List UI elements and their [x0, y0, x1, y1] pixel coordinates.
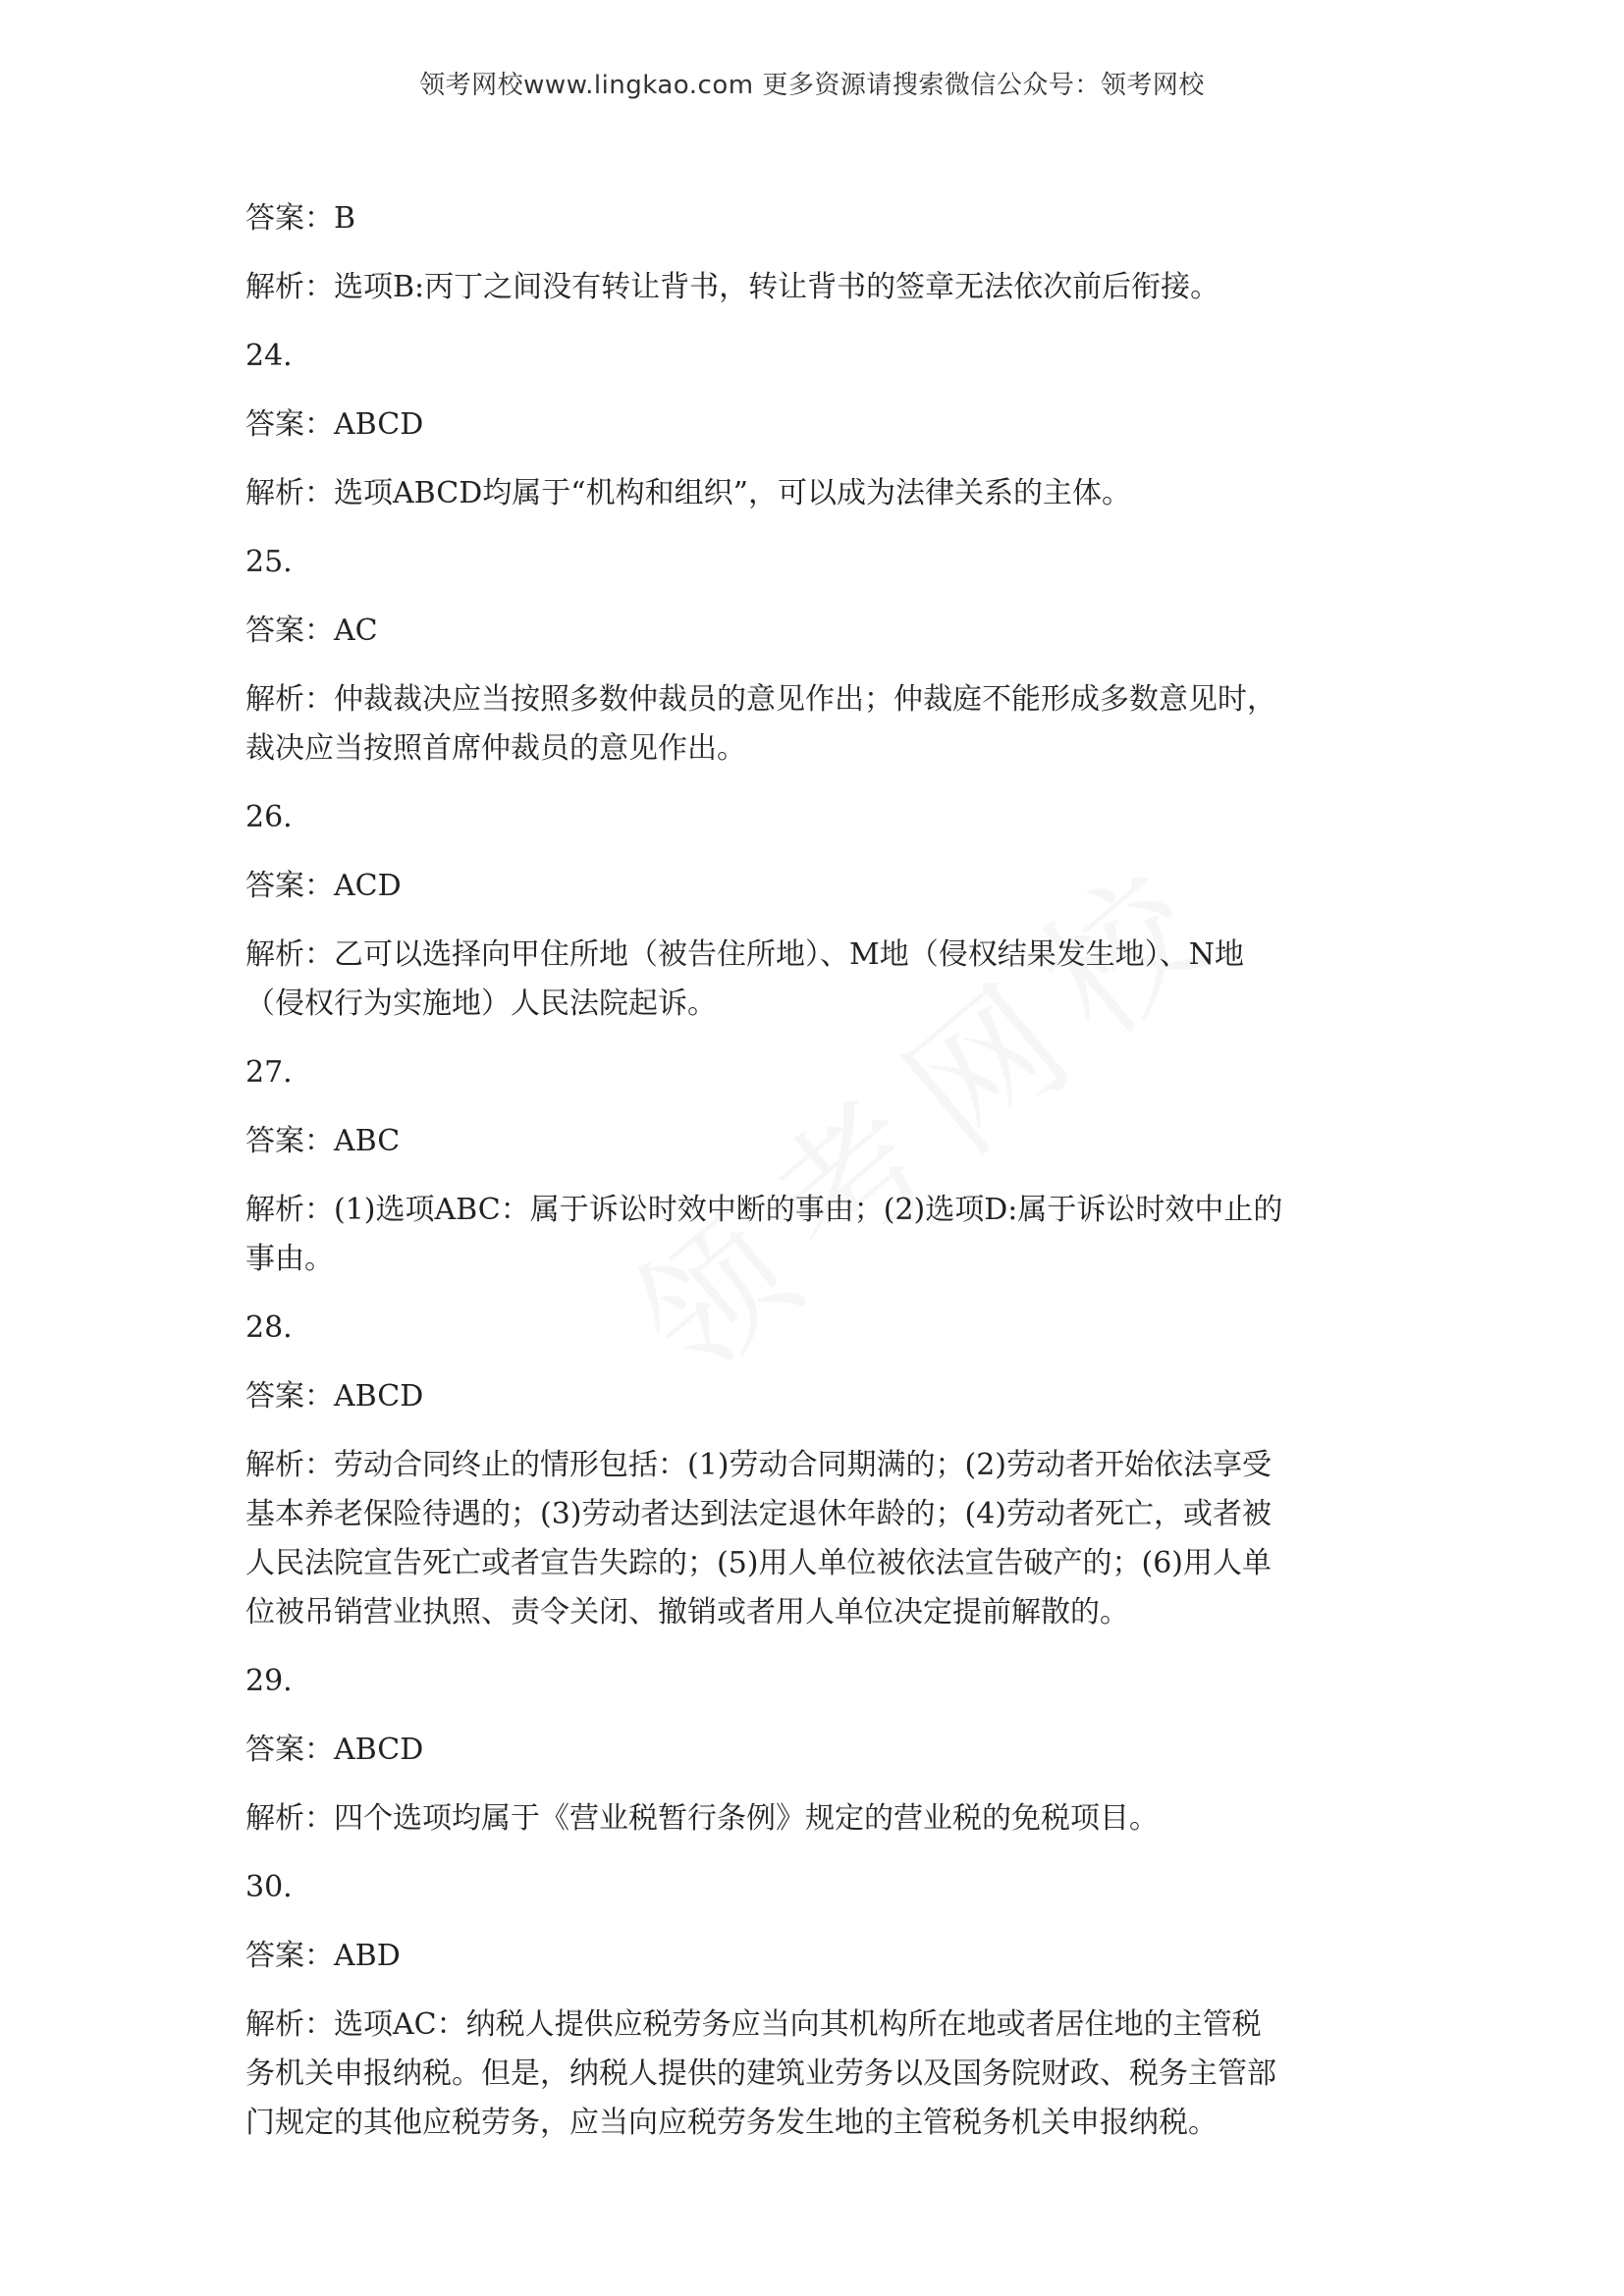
analysis-line: 事由。 [245, 1242, 334, 1276]
analysis-paragraph [245, 931, 1384, 1029]
question-number: 29. [245, 1664, 293, 1698]
analysis-line: 裁决应当按照首席仲裁员的意见作出。 [245, 731, 746, 766]
analysis-line: 位被吊销营业执照、责令关闭、撤销或者用人单位决定提前解散的。 [245, 1595, 1129, 1629]
question-number: 28. [245, 1310, 293, 1345]
analysis-paragraph [245, 1441, 1384, 1637]
answer-list [245, 194, 1384, 2148]
answer-line: 答案：ABCD [245, 1379, 424, 1414]
analysis-line: 解析：(1)选项ABC：属于诉讼时效中断的事由；(2)选项D:属于诉讼时效中止的 [245, 1193, 1283, 1227]
answer-line: 答案：ABD [245, 1939, 401, 1973]
page-header: 领考网校www.lingkao.com 更多资源请搜索微信公众号：领考网校 [419, 71, 1205, 100]
analysis-paragraph [245, 2001, 1384, 2148]
analysis-line: 门规定的其他应税劳务，应当向应税劳务发生地的主管税务机关申报纳税。 [245, 2106, 1218, 2140]
analysis-paragraph [245, 1794, 1384, 1843]
answer-line: 答案：ABCD [245, 1733, 424, 1767]
answer-line: 答案：AC [245, 614, 378, 648]
question-number: 26. [245, 800, 293, 834]
analysis-line: 解析：选项ABCD均属于“机构和组织”，可以成为法律关系的主体。 [245, 476, 1131, 510]
analysis-paragraph [245, 263, 1384, 312]
answer-line: 答案：B [245, 201, 356, 236]
question-number: 30. [245, 1870, 293, 1904]
question-number: 24. [245, 339, 293, 373]
answer-line: 答案：ABCD [245, 407, 424, 442]
analysis-line: （侵权行为实施地）人民法院起诉。 [245, 987, 717, 1021]
analysis-line: 基本养老保险待遇的；(3)劳动者达到法定退休年龄的；(4)劳动者死亡，或者被 [245, 1497, 1272, 1531]
analysis-line: 解析：乙可以选择向甲住所地（被告住所地）、M地（侵权结果发生地）、N地 [245, 937, 1244, 972]
analysis-paragraph [245, 675, 1384, 774]
question-number: 25. [245, 545, 293, 579]
analysis-line: 解析：四个选项均属于《营业税暂行条例》规定的营业税的免税项目。 [245, 1801, 1159, 1836]
answer-line: 答案：ABC [245, 1124, 401, 1158]
question-number: 27. [245, 1055, 293, 1090]
analysis-line: 解析：劳动合同终止的情形包括：(1)劳动合同期满的；(2)劳动者开始依法享受 [245, 1448, 1272, 1482]
analysis-paragraph [245, 1186, 1384, 1284]
answer-line: 答案：ACD [245, 869, 402, 903]
analysis-paragraph [245, 469, 1384, 518]
analysis-line: 解析：选项AC：纳税人提供应税劳务应当向其机构所在地或者居住地的主管税 [245, 2007, 1262, 2042]
analysis-line: 人民法院宣告死亡或者宣告失踪的；(5)用人单位被依法宣告破产的；(6)用人单 [245, 1546, 1272, 1580]
analysis-line: 解析：选项B:丙丁之间没有转让背书，转让背书的签章无法依次前后衔接。 [245, 270, 1220, 304]
analysis-line: 解析：仲裁裁决应当按照多数仲裁员的意见作出；仲裁庭不能形成多数意见时， [245, 682, 1276, 717]
analysis-line: 务机关申报纳税。但是，纳税人提供的建筑业劳务以及国务院财政、税务主管部 [245, 2056, 1276, 2091]
